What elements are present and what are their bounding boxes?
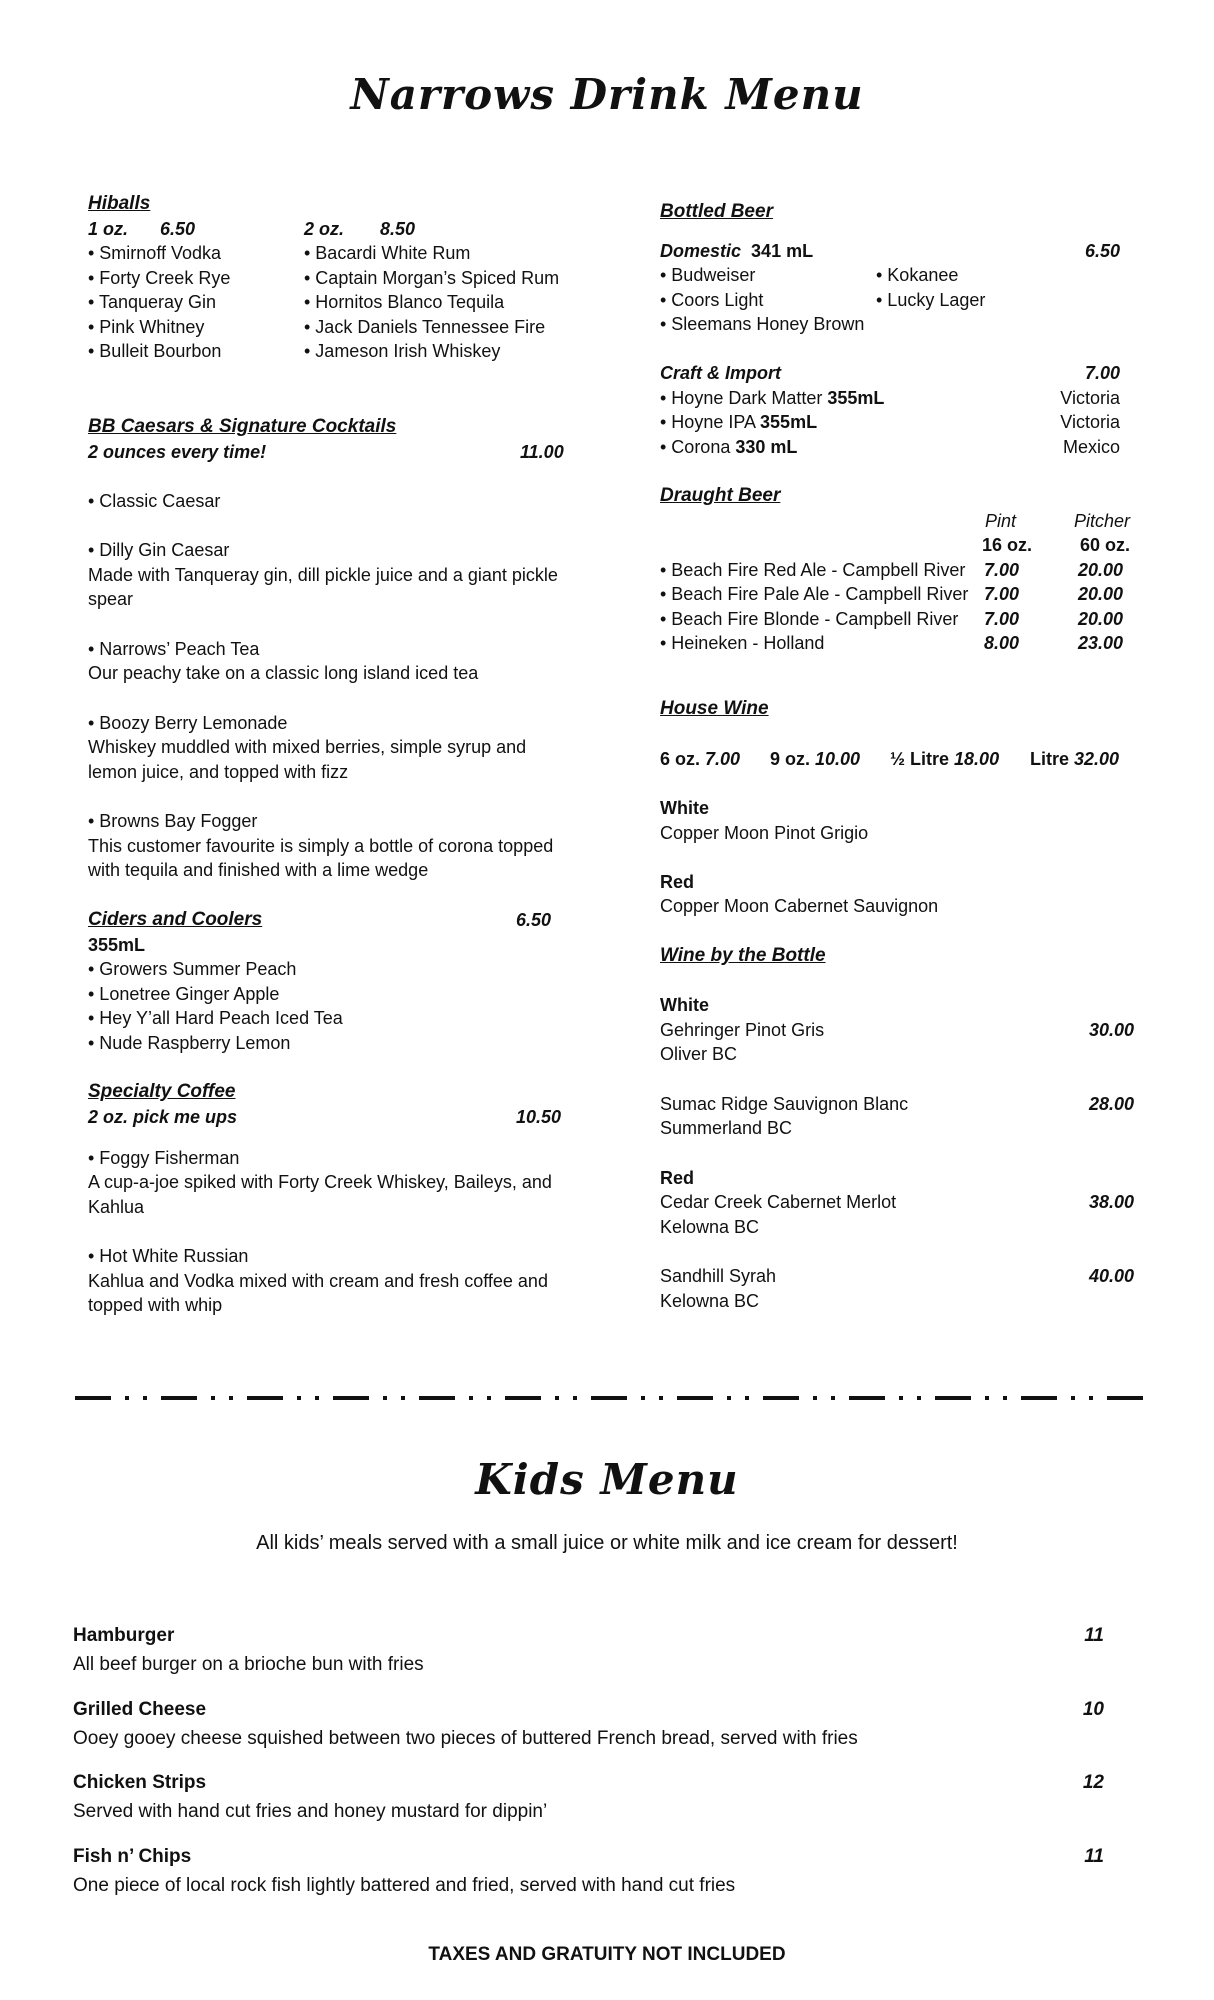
hiball-item: • Jack Daniels Tennessee Fire <box>304 317 546 337</box>
beer-item: • Lucky Lager <box>876 290 986 310</box>
craft-item: • Hoyne Dark Matter 355mL <box>660 388 885 408</box>
kids-item-price: 12 <box>1082 1772 1104 1793</box>
cider-item: • Growers Summer Peach <box>88 959 297 979</box>
cider-item: • Hey Y’all Hard Peach Iced Tea <box>88 1008 343 1028</box>
house-wine-size: 9 oz. 10.00 <box>770 749 861 769</box>
draught-item: • Heineken - Holland <box>660 633 825 653</box>
kids-item-price: 10 <box>1082 1699 1104 1720</box>
hiball-item: • Forty Creek Rye <box>88 268 231 288</box>
beer-item: • Sleemans Honey Brown <box>660 314 865 334</box>
bottle-wine-region: Summerland BC <box>660 1118 793 1138</box>
coffee-description: A cup-a-joe spiked with Forty Creek Whiskey, Baileys, and <box>88 1172 552 1192</box>
domestic-price: 6.50 <box>1084 241 1120 261</box>
house-wine-size: 6 oz. 7.00 <box>660 749 741 769</box>
cocktail-description: Made with Tanqueray gin, dill pickle juice and a giant pickle <box>88 565 558 585</box>
bottle-wine-price: 38.00 <box>1088 1192 1134 1212</box>
craft-origin: Victoria <box>1060 388 1120 408</box>
kids-item-description: One piece of local rock fish lightly battered and fried, served with hand cut fries <box>73 1875 736 1896</box>
hiballs-size-1: 1 oz. <box>88 219 129 239</box>
footer-note: TAXES AND GRATUITY NOT INCLUDED <box>428 1944 786 1965</box>
house-red-wine: Copper Moon Cabernet Sauvignon <box>660 896 939 916</box>
house-wine-heading: House Wine <box>660 698 769 719</box>
cocktail-name: • Dilly Gin Caesar <box>88 540 230 560</box>
cider-item: • Nude Raspberry Lemon <box>88 1033 291 1053</box>
kids-item-description: Served with hand cut fries and honey mustard for dippin’ <box>73 1801 548 1822</box>
bottle-wine-price: 30.00 <box>1088 1020 1134 1040</box>
kids-item-price: 11 <box>1084 1846 1104 1867</box>
cocktail-description: Our peachy take on a classic long island iced tea <box>88 663 479 683</box>
house-wine-size: Litre 32.00 <box>1030 749 1120 769</box>
kids-item-name: Grilled Cheese <box>73 1699 207 1720</box>
bottle-white-label: White <box>660 995 709 1015</box>
coffee-name: • Hot White Russian <box>88 1246 249 1266</box>
draught-pint-price: 8.00 <box>984 633 1020 653</box>
ciders-price: 6.50 <box>516 910 552 930</box>
coffee-description: topped with whip <box>88 1295 223 1315</box>
craft-label: Craft & Import <box>660 363 781 383</box>
bottle-red-label: Red <box>660 1168 695 1188</box>
hiballs-price-2: 8.50 <box>380 219 416 239</box>
hiball-item: • Bacardi White Rum <box>304 243 471 263</box>
coffee-subtitle: 2 oz. pick me ups <box>88 1107 238 1127</box>
kids-item-description: Ooey gooey cheese squished between two pieces of buttered French bread, served with fries <box>73 1728 858 1749</box>
cocktail-name: • Classic Caesar <box>88 491 221 511</box>
hiballs-price-1: 6.50 <box>160 219 196 239</box>
section-divider <box>75 1394 1149 1402</box>
caesars-price: 11.00 <box>520 442 564 462</box>
house-red-label: Red <box>660 872 695 892</box>
bottle-wine-name: Sandhill Syrah <box>660 1266 777 1286</box>
pint-label: Pint <box>985 511 1017 531</box>
bottle-wine-price: 40.00 <box>1088 1266 1134 1286</box>
coffee-name: • Foggy Fisherman <box>88 1148 240 1168</box>
coffee-description: Kahlua and Vodka mixed with cream and fresh coffee and <box>88 1271 548 1291</box>
draught-item: • Beach Fire Blonde - Campbell River <box>660 609 959 629</box>
draught-pitcher-price: 20.00 <box>1078 560 1124 580</box>
house-white-label: White <box>660 798 709 818</box>
bottle-wine-region: Oliver BC <box>660 1044 738 1064</box>
cocktail-description: lemon juice, and topped with fizz <box>88 762 349 782</box>
hiball-item: • Bulleit Bourbon <box>88 341 222 361</box>
bottle-wine-region: Kelowna BC <box>660 1217 760 1237</box>
draught-pitcher-price: 20.00 <box>1078 584 1124 604</box>
hiballs-size-2: 2 oz. <box>304 219 345 239</box>
kids-subtitle: All kids’ meals served with a small juice or white milk and ice cream for dessert! <box>256 1532 958 1554</box>
kids-item-price: 11 <box>1084 1625 1104 1646</box>
bottle-wine-name: Sumac Ridge Sauvignon Blanc <box>660 1094 909 1114</box>
house-white-wine: Copper Moon Pinot Grigio <box>660 823 869 843</box>
draught-heading: Draught Beer <box>660 485 781 506</box>
bottle-wine-price: 28.00 <box>1088 1094 1134 1114</box>
kids-item-description: All beef burger on a brioche bun with fries <box>73 1654 424 1675</box>
cocktail-name: • Browns Bay Fogger <box>88 811 258 831</box>
hiball-item: • Pink Whitney <box>88 317 205 337</box>
cocktail-name: • Boozy Berry Lemonade <box>88 713 288 733</box>
draught-pint-price: 7.00 <box>984 584 1020 604</box>
cocktail-description: spear <box>88 589 134 609</box>
coffee-price: 10.50 <box>516 1107 562 1127</box>
caesars-subtitle: 2 ounces every time! <box>88 442 267 462</box>
hiball-item: • Tanqueray Gin <box>88 292 217 312</box>
kids-menu-title: Kids Menu <box>475 1455 739 1504</box>
domestic-label: Domestic <box>660 241 742 261</box>
draught-pitcher-price: 23.00 <box>1078 633 1124 653</box>
pitcher-label: Pitcher <box>1074 511 1131 531</box>
craft-item: • Hoyne IPA 355mL <box>660 412 818 432</box>
coffee-heading: Specialty Coffee <box>88 1081 236 1102</box>
draught-item: • Beach Fire Red Ale - Campbell River <box>660 560 966 580</box>
bottled-heading: Bottled Beer <box>660 201 773 222</box>
ciders-heading: Ciders and Coolers <box>88 909 263 930</box>
cocktail-description: This customer favourite is simply a bottle of corona topped <box>88 836 554 856</box>
beer-item: • Coors Light <box>660 290 764 310</box>
hiballs-heading: Hiballs <box>88 193 151 214</box>
craft-origin: Victoria <box>1060 412 1120 432</box>
bottle-wine-name: Cedar Creek Cabernet Merlot <box>660 1192 897 1212</box>
kids-item-name: Hamburger <box>73 1625 175 1646</box>
cocktail-name: • Narrows’ Peach Tea <box>88 639 260 659</box>
draught-item: • Beach Fire Pale Ale - Campbell River <box>660 584 969 604</box>
cider-item: • Lonetree Ginger Apple <box>88 984 280 1004</box>
coffee-description: Kahlua <box>88 1197 145 1217</box>
bottle-wine-heading: Wine by the Bottle <box>660 945 826 966</box>
domestic-size: 341 mL <box>751 241 814 261</box>
cocktail-description: Whiskey muddled with mixed berries, simple syrup and <box>88 737 527 757</box>
craft-price: 7.00 <box>1084 363 1120 383</box>
caesars-heading: BB Caesars & Signature Cocktails <box>88 416 397 437</box>
craft-origin: Mexico <box>1062 437 1120 457</box>
hiball-item: • Captain Morgan’s Spiced Rum <box>304 268 560 288</box>
pint-size: 16 oz. <box>982 535 1033 555</box>
domestic-row <box>660 239 813 263</box>
drink-menu-title: Narrows Drink Menu <box>350 70 864 119</box>
hiball-item: • Smirnoff Vodka <box>88 243 222 263</box>
draught-pint-price: 7.00 <box>984 609 1020 629</box>
draught-pitcher-price: 20.00 <box>1078 609 1124 629</box>
cocktail-description: with tequila and finished with a lime wedge <box>88 860 429 880</box>
bottle-wine-region: Kelowna BC <box>660 1291 760 1311</box>
hiball-item: • Hornitos Blanco Tequila <box>304 292 505 312</box>
kids-item-name: Fish n’ Chips <box>73 1846 192 1867</box>
craft-item: • Corona 330 mL <box>660 437 798 457</box>
draught-pint-price: 7.00 <box>984 560 1020 580</box>
kids-item-name: Chicken Strips <box>73 1772 207 1793</box>
beer-item: • Budweiser <box>660 265 756 285</box>
ciders-size: 355mL <box>88 935 146 955</box>
house-wine-size: ½ Litre 18.00 <box>890 749 1000 769</box>
bottle-wine-name: Gehringer Pinot Gris <box>660 1020 825 1040</box>
hiball-item: • Jameson Irish Whiskey <box>304 341 501 361</box>
beer-item: • Kokanee <box>876 265 959 285</box>
pitcher-size: 60 oz. <box>1080 535 1131 555</box>
